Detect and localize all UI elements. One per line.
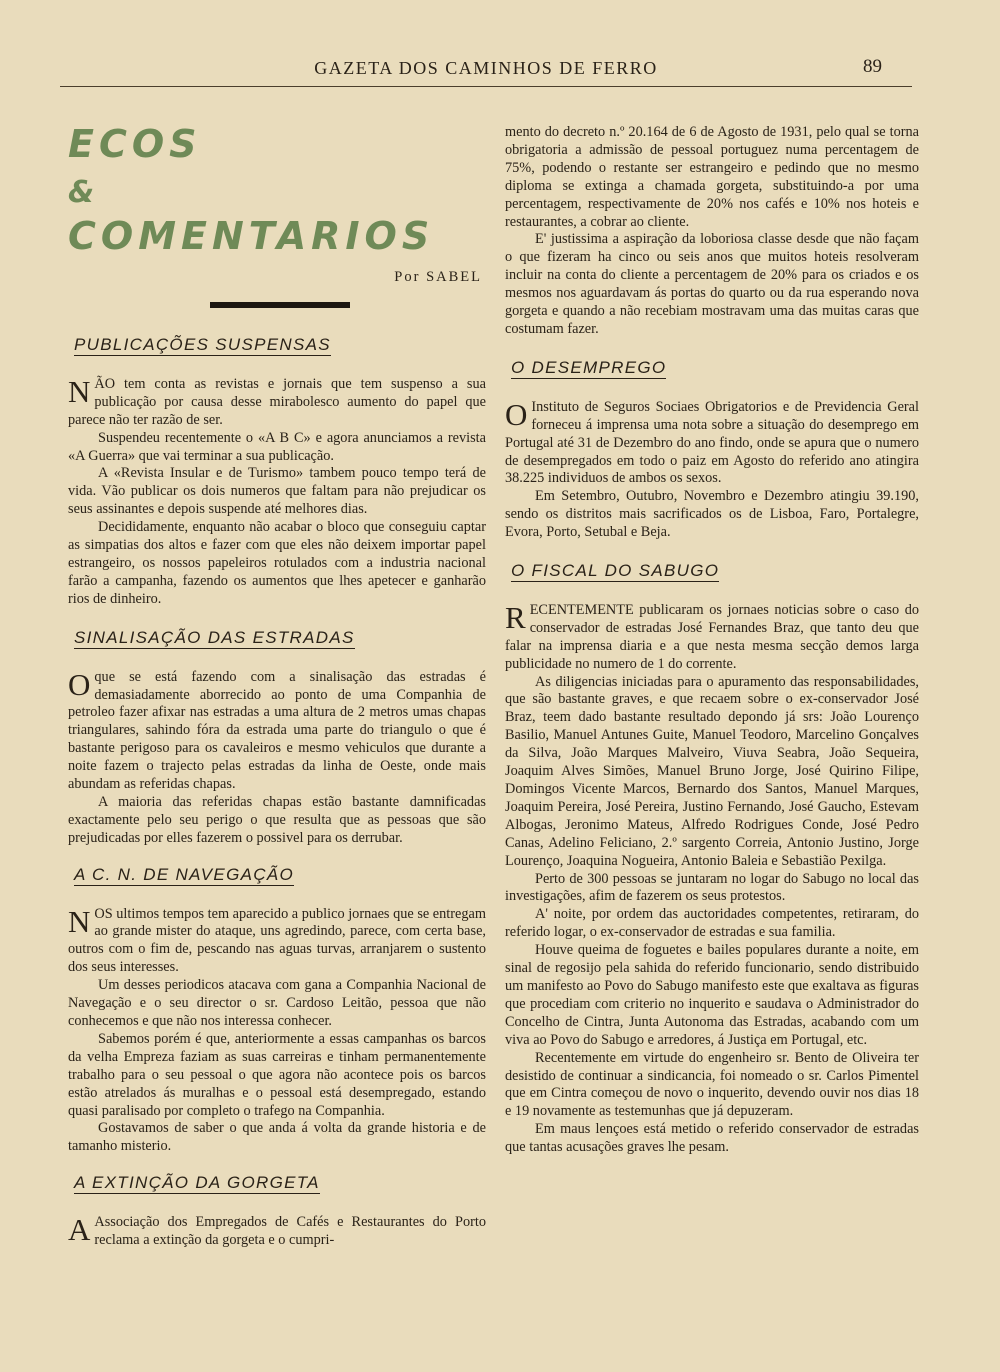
drop-cap: N — [68, 903, 91, 939]
gorgeta-continuation: mento do decreto n.º 20.164 de 6 de Agosto de 1931, pelo qual se torna obrigatoria a admissão de pessoal portuguez numa percentagem de 75%, podendo o restante ser estrangeiro e pedindo que no mesmo diploma se extinga a chamada gorgeta, substituindo-a por uma percentagem, respectivamente de 20% nos cafés e 10% nos hoteis e restaurantes, a cobrar ao cliente. — [505, 124, 919, 230]
paragraph: Gostavamos de saber o que anda á volta da grande historia e de tamanho misterio. — [68, 1120, 486, 1155]
page-number: 89 — [863, 56, 882, 77]
page-header — [60, 56, 912, 87]
right-column — [505, 124, 919, 1157]
title-rule — [210, 302, 350, 308]
paragraph: Recentemente em virtude do engenheiro sr. Bento de Oliveira ter desistido de continuar a sindicancia, foi nomeado o sr. Carlos Pimentel que em Cintra começou de novo o inquerito, devendo ouvir nos dias 18 e 19 novamente as testemunhas que já depuzeram. — [505, 1049, 919, 1120]
byline: Por SABEL — [394, 269, 482, 285]
paragraph: Oque se está fazendo com a sinalisação das estradas é demasiadamente aborrecido ao ponto de uma Companhia de petroleo fazer afixar nas estradas a uma altura de 2 metros umas chapas triangulares, sahindo fóra da estrada uma parte do triangulo o que é bastante perigoso para os cavaleiros e mesmo vehiculos que durante a noite fazem o trajecto pelas estradas da linha de Oeste, onde mais abundam as referidas chapas. — [68, 666, 486, 793]
section-heading-desemprego: O DESEMPREGO — [511, 357, 667, 377]
drop-cap: R — [505, 599, 526, 635]
paragraph: As diligencias iniciadas para o apuramento das responsabilidades, que são bastante graves, e que recaem sobre o ex-conservador José Braz, teem dado bastante resultado depondo já srs: João Lourenço Basilio, Manuel Antunes Guite, Manuel Teodoro, Marcelino Gonçalves da Silva, João Marques Malveiro, Viuva Seabra, João Sequeira, Joaquim Alves Simões, Manuel Bruno Jorge, José Quirino Filipe, Domingos Vicente Marcos, Bernardo dos Santos, Manuel Marques, Joaquim Pereira, José Pereira, Justino Fernando, José Gaucho, Estevam Albogas, Jeronimo Mateus, Alfredo Rodrigues Conde, José Pedro Canas, Adelino Feliciano, 2.º sargento Correia, Antonio Justino, Jorge Lourenço, Joaquina Nogueira, Antonio Baleia e Sebastião Pexilga. — [505, 673, 919, 869]
section-heading-sinalisacao: SINALISAÇÃO DAS ESTRADAS — [74, 627, 355, 647]
paragraph: E' justissima a aspiração da loboriosa classe desde que não façam o que fizeram ha cinco ou seis anos que muitos hoteis resolveram incluir na conta do cliente a percentagem de 20% para os criados e os mesmos nos aguardavam ás portas do quarto ou da rua esperando nova gorgeta e quando a não recebiam mostravam uma das muitas caras que costumam fazer. — [505, 231, 919, 337]
paragraph: RECENTEMENTE publicaram os jornaes noticias sobre o caso do conservador de estradas José Fernandes Braz, que tanto deu que falar na imprensa diaria e a que nesta mesma secção demos larga publicidade no numero de 1 do corrente. — [505, 599, 919, 672]
paragraph: NÃO tem conta as revistas e jornais que tem suspenso a sua publicação por causa desse mirabolesco aumento do papel que parece não ter razão de ser. — [68, 373, 486, 428]
running-title: GAZETA DOS CAMINHOS DE FERRO — [314, 58, 658, 78]
paragraph: O Instituto de Seguros Sociaes Obrigatorios e de Previdencia Geral forneceu á imprensa uma nota sobre a situação do desemprego em Portugal até 31 de Dezembro do ano findo, onde se apura que o numero de desempregados em todo o paiz em Agosto do referido ano atingira 38.225 individuos de ambos os sexos. — [505, 396, 919, 487]
section-heading-publicacoes: PUBLICAÇÕES SUSPENSAS — [74, 335, 331, 354]
article-title-block — [68, 124, 486, 312]
title-line-comentarios: COMENTARIOS — [68, 214, 435, 258]
paragraph: A' noite, por ordem das auctoridades competentes, retiraram, do referido logar, o ex-conservador de estradas e sua familia. — [505, 906, 919, 941]
paragraph: A maioria das referidas chapas estão bastante damnificadas exactamente pelo seu perigo o que resulta que as pessoas que são prejudicadas por elles fazerem o possivel para os derrubar. — [68, 793, 486, 846]
paragraph: A «Revista Insular e de Turismo» tambem pouco tempo terá de vida. Vão publicar os dois numeros que faltam para não prejudicar os seus assinantes e depois suspende até melhores dias. — [68, 465, 486, 518]
drop-cap: O — [505, 396, 528, 432]
paragraph: Sabemos porém é que, anteriormente a essas campanhas os barcos da velha Empreza faziam as suas carreiras e tinham permanentemente trabalho para o seu pessoal o que agora não acontece pois os barcos estão atrelados ás muralhas e o pessoal está desempregado, estando quasi paralisado por completo o trafego na Companhia. — [68, 1030, 486, 1119]
left-column — [68, 124, 486, 1250]
drop-cap: N — [68, 373, 91, 409]
paragraph: Houve queima de foguetes e bailes populares durante a noite, em sinal de regosijo pela sahida do referido funcionario, sendo distribuido um manifesto ao Povo do Sabugo manifesto este que exaltava as figuras que procediam com criterio no inquerito e saudava o Administrador do Concelho de Cintra, Junta Autonoma das Estradas, acabando com um viva ao Povo do Sabugo e arredores, á Justiça em Portugal, etc. — [505, 942, 919, 1048]
paragraph: Em maus lençoes está metido o referido conservador de estradas que tantas acusações graves lhe pesam. — [505, 1121, 919, 1156]
paragraph: Decididamente, enquanto não acabar o bloco que conseguiu captar as simpatias dos altos e fazer com que eles não deixem importar papel estrangeiro, os nossos papeleiros rotulados com a industria nacional farão a campanha, fazendo os aumentos que lhes apetecer e ganharão rios de dinheiro. — [68, 519, 486, 607]
paragraph-continued — [505, 124, 919, 231]
section-heading-gorgeta: A EXTINÇÃO DA GORGETA — [74, 1173, 320, 1193]
section-heading-sabugo: O FISCAL DO SABUGO — [511, 561, 720, 581]
section-heading-navegacao: A C. N. DE NAVEGAÇÃO — [74, 864, 294, 884]
paragraph: A Associação dos Empregados de Cafés e Restaurantes do Porto reclama a extinção da gorgeta e o cumpri- — [68, 1214, 486, 1249]
drop-cap: O — [68, 666, 91, 702]
paragraph: Um desses periodicos atacava com gana a Companhia Nacional de Navegação e o seu director o sr. Cardoso Leitão, pessoa que não conhecemos e que não nos interessa conhecer. — [68, 977, 486, 1029]
title-line-ecos: ECOS — [68, 122, 202, 166]
paragraph: Suspendeu recentemente o «A B C» e agora anunciamos a revista «A Guerra» que vai terminar a sua publicação. — [68, 429, 486, 464]
paragraph: Perto de 300 pessoas se juntaram no logar do Sabugo no local das investigações, afim de fazerem os seus protestos. — [505, 870, 919, 905]
drop-cap: A — [68, 1214, 91, 1248]
paragraph: Em Setembro, Outubro, Novembro e Dezembro atingiu 39.190, sendo os distritos mais sacrificados os de Lisboa, Faro, Portalegre, Evora, Porto, Setubal e Beja. — [505, 488, 919, 541]
title-line-ampersand: & — [68, 175, 97, 210]
paragraph: NOS ultimos tempos tem aparecido a publico jornaes que se entregam ao grande mister do ataque, uns agredindo, parece, com certa base, outros com o fim de, pescando nas aguas turvas, arranjarem o sustento dos seus interesses. — [68, 903, 486, 976]
